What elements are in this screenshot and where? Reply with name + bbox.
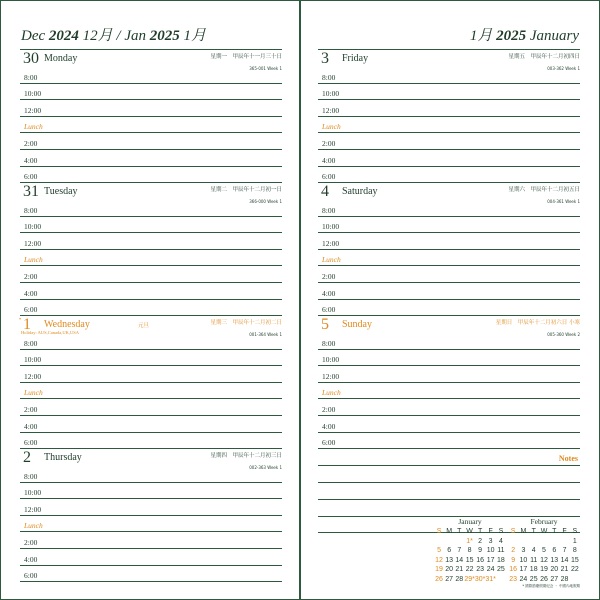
mini-calendar-day: 2 xyxy=(511,547,516,554)
time-slot[interactable] xyxy=(318,167,580,184)
time-slot-label: 2:00 xyxy=(24,138,38,148)
time-slot-label: Lunch xyxy=(24,521,43,531)
time-slot[interactable] xyxy=(318,250,580,267)
time-slot[interactable] xyxy=(20,100,282,117)
holiday-note: Holiday: AUS,Canada,UK,USA xyxy=(21,330,79,335)
time-slot-label: Lunch xyxy=(24,122,43,132)
mini-calendar-day: 9 xyxy=(478,547,483,554)
time-slot[interactable] xyxy=(20,217,282,234)
time-slot[interactable] xyxy=(20,566,282,583)
time-slot-label: 12:00 xyxy=(322,105,340,115)
mini-calendar-day: 7 xyxy=(457,547,462,554)
time-slot[interactable] xyxy=(318,117,580,134)
time-slot[interactable] xyxy=(20,233,282,250)
mini-calendar-day: 10 xyxy=(486,547,495,554)
calendar-footer-note: * 國際節慶假期紀念 ・ 中國內地假期 xyxy=(522,584,580,588)
mini-calendar-grid xyxy=(434,528,506,584)
time-slot-label: 4:00 xyxy=(322,421,336,431)
mini-calendar-day: 12 xyxy=(435,556,443,564)
day-block-thursday xyxy=(20,448,282,581)
day-block-sunday xyxy=(318,315,580,448)
time-slot[interactable] xyxy=(318,200,580,217)
notes-line[interactable] xyxy=(318,499,580,500)
lunar-date: 星期日 甲辰年十二月初六日 小寒 xyxy=(495,320,580,326)
time-slots xyxy=(20,67,282,183)
mini-calendar-day: 11 xyxy=(530,556,538,564)
mini-calendar-weekday: W xyxy=(540,528,548,535)
time-slot-label: 10:00 xyxy=(24,89,42,99)
time-slots xyxy=(20,333,282,449)
time-slot-label: 10:00 xyxy=(24,355,42,365)
mini-calendar-day: 19 xyxy=(435,566,443,573)
time-slot[interactable] xyxy=(318,150,580,167)
mini-calendar-day: 3 xyxy=(488,537,493,545)
day-number: 4 xyxy=(321,183,329,200)
time-slot-label: 8:00 xyxy=(322,205,336,215)
time-slot[interactable] xyxy=(20,300,282,317)
time-slot-label: 6:00 xyxy=(322,438,336,448)
lunar-date: 星期四 甲辰年十二月初三日 xyxy=(210,453,282,459)
time-slot-label: Lunch xyxy=(322,388,341,398)
week-info: 365-001 Week 1 xyxy=(249,66,282,71)
mini-calendar-day xyxy=(508,538,518,547)
header-separator: / xyxy=(116,28,121,44)
week-info: 366-000 Week 1 xyxy=(249,199,282,204)
time-slot-label: 12:00 xyxy=(24,105,42,115)
mini-calendar-day: 20 xyxy=(445,566,454,573)
mini-calendar-day: 4 xyxy=(498,537,503,545)
mini-calendar-day: 17 xyxy=(519,566,528,573)
time-slot-label: 12:00 xyxy=(24,504,42,514)
time-slots xyxy=(20,466,282,582)
time-slot[interactable] xyxy=(20,283,282,300)
header-year-2024: 2024 xyxy=(48,28,79,44)
time-slot-label: 10:00 xyxy=(24,222,42,232)
week-info: 001-364 Week 1 xyxy=(249,332,282,337)
time-slot[interactable] xyxy=(20,433,282,450)
page-spine xyxy=(299,0,301,600)
notes-rule xyxy=(318,448,580,449)
mini-calendar-day: 2 xyxy=(478,537,483,545)
time-slot-label: 2:00 xyxy=(322,138,336,148)
time-slot[interactable] xyxy=(318,100,580,117)
mini-calendar-day: 29* xyxy=(464,575,475,583)
mini-calendar-day xyxy=(518,538,528,547)
mini-calendar-weekday: M xyxy=(520,528,527,535)
mini-calendar-day: 23 xyxy=(509,575,518,583)
time-slot[interactable] xyxy=(20,416,282,433)
week-info: 005-360 Week 2 xyxy=(547,332,580,337)
notes-line[interactable] xyxy=(318,465,580,466)
time-slot[interactable] xyxy=(318,133,580,150)
time-slot-label: 8:00 xyxy=(24,471,38,481)
mini-calendar-day: 27 xyxy=(550,575,559,583)
mini-calendar-day: 15 xyxy=(465,556,474,564)
time-slot[interactable] xyxy=(318,84,580,101)
time-slot-label: 12:00 xyxy=(322,238,340,248)
time-slot-label: 6:00 xyxy=(24,571,38,581)
mini-calendar-day: 1* xyxy=(466,537,473,545)
time-slot[interactable] xyxy=(20,466,282,483)
right-page-header xyxy=(470,24,579,45)
day-name: Tuesday xyxy=(44,186,78,197)
lunar-date: 星期一 甲辰年十一月三十日 xyxy=(210,54,282,60)
day-name: Monday xyxy=(44,53,78,64)
mini-calendar-day xyxy=(549,538,559,547)
holiday-marker-icon: • xyxy=(19,317,22,323)
mini-calendar-weekday: F xyxy=(562,528,567,535)
holiday-name: 元旦 xyxy=(138,323,150,329)
mini-calendar-title: February xyxy=(530,517,558,526)
time-slot[interactable] xyxy=(20,167,282,184)
time-slot[interactable] xyxy=(20,200,282,217)
time-slot-label: 12:00 xyxy=(24,371,42,381)
day-name: Sunday xyxy=(342,319,372,330)
time-slot-label: 8:00 xyxy=(24,338,38,348)
mini-calendar-january xyxy=(434,517,506,584)
time-slot-label: 4:00 xyxy=(24,288,38,298)
time-slot[interactable] xyxy=(318,217,580,234)
lunar-date: 星期六 甲辰年十二月初五日 xyxy=(508,187,580,193)
mini-calendar-day xyxy=(539,538,549,547)
time-slot[interactable] xyxy=(318,416,580,433)
time-slot-label: 8:00 xyxy=(24,72,38,82)
time-slots xyxy=(318,333,580,449)
time-slot[interactable] xyxy=(20,549,282,566)
mini-calendar-day: 25 xyxy=(529,575,538,583)
time-slot[interactable] xyxy=(20,250,282,267)
mini-calendar-day: 22 xyxy=(570,566,579,573)
time-slot-label: 6:00 xyxy=(24,438,38,448)
mini-calendar-day: 1 xyxy=(572,537,577,545)
time-slots xyxy=(318,67,580,183)
day-block-saturday xyxy=(318,182,580,315)
day-number: 3 xyxy=(321,50,329,67)
mini-calendar-day: 21 xyxy=(455,566,464,573)
mini-calendar-day: 23 xyxy=(476,566,484,573)
mini-calendar-day xyxy=(434,538,444,547)
day-number: 30 xyxy=(23,50,39,67)
lunar-date: 星期五 甲辰年十二月初四日 xyxy=(508,54,580,60)
time-slot-label: Lunch xyxy=(24,388,43,398)
mini-calendar-day: 6 xyxy=(552,547,557,554)
mini-calendar-day: 15 xyxy=(570,556,579,564)
header-right-year: 2025 xyxy=(496,28,527,44)
mini-calendar-day: 20 xyxy=(550,566,559,573)
time-slot[interactable] xyxy=(20,266,282,283)
mini-calendar-day: 14 xyxy=(560,556,569,564)
mini-calendar-weekday: T xyxy=(477,528,483,535)
time-slot[interactable] xyxy=(318,233,580,250)
time-slot[interactable] xyxy=(318,283,580,300)
day-header xyxy=(20,49,282,71)
mini-calendar-day: 25 xyxy=(497,566,505,573)
week-info: 002-363 Week 1 xyxy=(249,465,282,470)
mini-calendar-weekday: T xyxy=(552,528,557,535)
mini-calendar-day: 17 xyxy=(486,556,495,564)
mini-calendar-weekday: M xyxy=(446,528,453,535)
day-block-wednesday xyxy=(20,315,282,448)
mini-calendar-day: 28 xyxy=(455,575,464,583)
day-name: Friday xyxy=(342,53,369,64)
mini-calendar-day: 8 xyxy=(572,547,577,554)
time-slot[interactable] xyxy=(318,433,580,450)
mini-calendar-weekday: T xyxy=(457,528,462,535)
mini-calendar-weekday: T xyxy=(531,528,536,535)
time-slot[interactable] xyxy=(318,333,580,350)
day-header xyxy=(20,182,282,204)
mini-calendar-day: 5 xyxy=(437,547,441,554)
day-name: Saturday xyxy=(342,186,378,197)
mini-calendar-day xyxy=(444,538,454,547)
mini-calendar-weekday: W xyxy=(466,528,473,535)
mini-calendar-day xyxy=(454,538,464,547)
day-header xyxy=(318,49,580,71)
time-slot-label: 4:00 xyxy=(24,421,38,431)
time-slot[interactable] xyxy=(318,366,580,383)
mini-calendar-title: January xyxy=(458,517,482,526)
time-slot[interactable] xyxy=(20,499,282,516)
mini-calendar-day: 7 xyxy=(562,547,567,554)
day-number: 5 xyxy=(321,316,329,333)
mini-calendar-day: 5 xyxy=(542,547,546,554)
time-slot[interactable] xyxy=(318,399,580,416)
time-slots xyxy=(318,200,580,316)
day-header xyxy=(20,448,282,470)
time-slot-label: 6:00 xyxy=(24,172,38,182)
day-name: Thursday xyxy=(44,452,82,463)
time-slot-label: 2:00 xyxy=(24,271,38,281)
header-month-dec: Dec xyxy=(21,28,46,44)
time-slot-label: 6:00 xyxy=(322,305,336,315)
time-slot-label: 8:00 xyxy=(24,205,38,215)
day-block-tuesday xyxy=(20,182,282,315)
time-slot-label: 10:00 xyxy=(24,488,42,498)
time-slot-label: 10:00 xyxy=(322,89,340,99)
day-block-friday xyxy=(318,49,580,182)
mini-calendar-day: 18 xyxy=(497,556,505,564)
time-slot-label: 2:00 xyxy=(24,537,38,547)
time-slot[interactable] xyxy=(20,399,282,416)
day-number: 1 xyxy=(23,316,31,333)
time-slot-label: 6:00 xyxy=(24,305,38,315)
time-slot-label: 4:00 xyxy=(24,155,38,165)
day-name: Wednesday xyxy=(44,319,90,330)
time-slot-label: 10:00 xyxy=(322,222,340,232)
time-slots xyxy=(20,200,282,316)
header-cjk-jan: 1月 xyxy=(183,28,207,44)
mini-calendar-grid xyxy=(508,528,580,584)
time-slot-label: 8:00 xyxy=(322,72,336,82)
mini-calendar-day: 18 xyxy=(529,566,538,573)
time-slot[interactable] xyxy=(20,117,282,134)
time-slot[interactable] xyxy=(20,483,282,500)
mini-calendar-day: 24 xyxy=(519,575,528,583)
time-slot-label: 12:00 xyxy=(24,238,42,248)
day-header xyxy=(318,182,580,204)
mini-calendar-february xyxy=(508,517,580,584)
mini-calendar-day: 3 xyxy=(521,547,526,554)
mini-calendar-weekday: F xyxy=(488,528,493,535)
mini-calendar-day: 28 xyxy=(560,575,569,583)
mini-calendar-day: 30* xyxy=(474,575,486,583)
notes-line[interactable] xyxy=(318,482,580,483)
time-slot-label: 10:00 xyxy=(322,355,340,365)
header-month-jan: Jan xyxy=(124,28,147,44)
mini-calendar-day: 16 xyxy=(509,566,518,573)
time-slot-label: Lunch xyxy=(24,255,43,265)
header-cjk-dec: 12月 xyxy=(82,28,113,44)
mini-calendar-day: 11 xyxy=(497,547,505,554)
mini-calendar-day: 19 xyxy=(540,566,548,573)
time-slot-label: 4:00 xyxy=(322,288,336,298)
lunar-date: 星期三 甲辰年十二月初二日 xyxy=(210,320,282,326)
mini-calendar-day xyxy=(570,576,580,585)
mini-calendar-day: 26 xyxy=(435,575,443,583)
mini-calendar-weekday: S xyxy=(436,528,442,535)
mini-calendar-day: 16 xyxy=(476,556,484,564)
mini-calendar-day: 13 xyxy=(445,556,454,564)
mini-calendar-day xyxy=(496,576,506,585)
time-slot[interactable] xyxy=(318,383,580,400)
week-info: 004-361 Week 1 xyxy=(547,199,580,204)
mini-calendar-day: 6 xyxy=(447,547,452,554)
mini-calendar-weekday: S xyxy=(572,528,578,535)
time-slot-label: Lunch xyxy=(322,122,341,132)
mini-calendar-day: 4 xyxy=(531,547,536,554)
time-slot-label: 4:00 xyxy=(322,155,336,165)
mini-calendar-day: 26 xyxy=(540,575,548,583)
mini-calendar-day: 8 xyxy=(467,547,472,554)
time-slot[interactable] xyxy=(20,133,282,150)
header-right-cjk: 1月 xyxy=(469,28,493,44)
time-slot[interactable] xyxy=(20,516,282,533)
header-right-month: January xyxy=(529,28,579,44)
day-header xyxy=(318,315,580,337)
mini-calendar-day: 12 xyxy=(540,556,548,564)
day-block-monday xyxy=(20,49,282,182)
mini-calendar-day: 10 xyxy=(519,556,528,564)
time-slot[interactable] xyxy=(318,300,580,317)
time-slot-label: 2:00 xyxy=(322,271,336,281)
time-slot[interactable] xyxy=(20,150,282,167)
time-slot-label: 2:00 xyxy=(322,404,336,414)
time-slot-label: 4:00 xyxy=(24,554,38,564)
mini-calendar-day xyxy=(559,538,569,547)
mini-calendar-weekday: S xyxy=(510,528,516,535)
mini-calendar-day: 9 xyxy=(511,556,516,564)
time-slot-label: Lunch xyxy=(322,255,341,265)
time-slot[interactable] xyxy=(318,67,580,84)
mini-calendar-day: 27 xyxy=(445,575,454,583)
week-info: 003-362 Week 1 xyxy=(547,66,580,71)
lunar-date: 星期二 甲辰年十二月初一日 xyxy=(210,187,282,193)
time-slot[interactable] xyxy=(20,84,282,101)
mini-calendar-day: 14 xyxy=(455,556,464,564)
day-number: 31 xyxy=(23,183,39,200)
day-header xyxy=(19,315,282,337)
mini-calendar-day: 13 xyxy=(550,556,559,564)
notes-title: Notes xyxy=(558,454,578,463)
mini-calendar-weekday: S xyxy=(498,528,504,535)
time-slot[interactable] xyxy=(20,366,282,383)
time-slot-label: 2:00 xyxy=(24,404,38,414)
left-page-header xyxy=(21,24,206,45)
time-slot[interactable] xyxy=(318,350,580,367)
mini-calendar-day: 21 xyxy=(560,566,569,573)
time-slot[interactable] xyxy=(20,333,282,350)
mini-calendar-day xyxy=(529,538,539,547)
time-slot-label: 6:00 xyxy=(322,172,336,182)
time-slot[interactable] xyxy=(20,350,282,367)
time-slot-label: 12:00 xyxy=(322,371,340,381)
header-year-2025: 2025 xyxy=(149,28,180,44)
time-slot-label: 8:00 xyxy=(322,338,336,348)
time-slot[interactable] xyxy=(318,266,580,283)
day-number: 2 xyxy=(23,449,31,466)
mini-calendar-day: 24 xyxy=(486,566,495,573)
time-slot[interactable] xyxy=(20,67,282,84)
mini-calendar-day: 22 xyxy=(465,566,474,573)
mini-calendar-day: 31* xyxy=(485,575,496,583)
time-slot[interactable] xyxy=(20,532,282,549)
time-slot[interactable] xyxy=(20,383,282,400)
